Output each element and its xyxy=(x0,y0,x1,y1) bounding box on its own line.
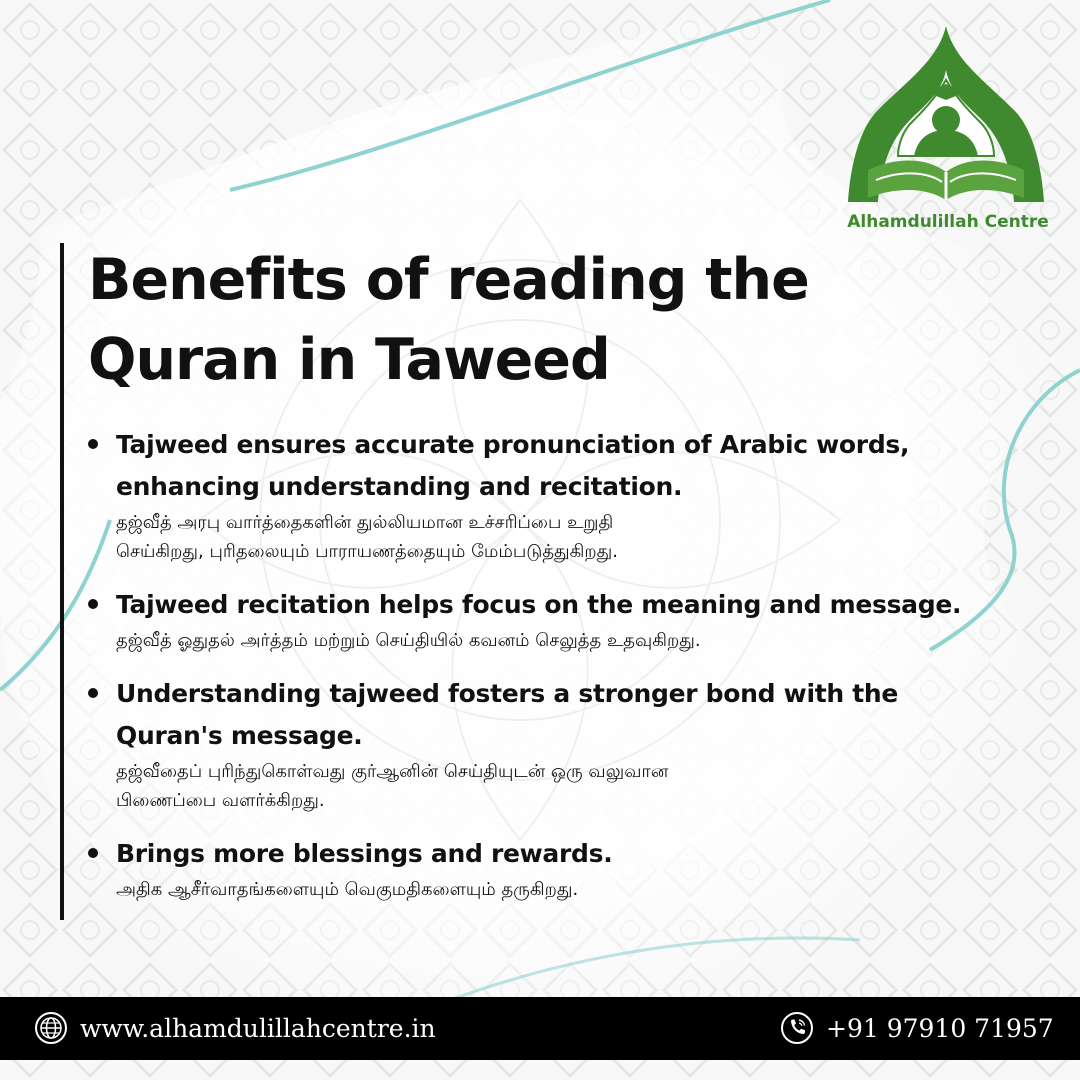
list-item xyxy=(88,584,1048,655)
benefit-tamil-line: செய்கிறது, புரிதலையும் பாராயணத்தையும் மேம்படுத்துகிறது. xyxy=(116,541,618,562)
title-line-1: Benefits of reading the xyxy=(88,247,809,313)
phone-text: +91 97910 71957 xyxy=(826,1013,1054,1043)
website-text: www.alhamdulillahcentre.in xyxy=(80,1013,436,1043)
list-item xyxy=(88,424,1048,566)
phone-icon xyxy=(780,1011,814,1045)
benefit-english-line: Tajweed recitation helps focus on the meaning and message. xyxy=(116,590,962,619)
logo-text: Alhamdulillah Centre xyxy=(847,212,1049,232)
benefit-english-line: Quran's message. xyxy=(116,721,363,750)
logo xyxy=(838,20,1058,240)
page-title xyxy=(88,240,868,400)
globe-icon xyxy=(34,1011,68,1045)
bullet-dot-icon xyxy=(88,848,98,858)
benefit-tamil-line: பிணைப்பை வளர்க்கிறது. xyxy=(116,790,325,811)
footer-bar xyxy=(0,997,1080,1060)
benefit-english-line: Brings more blessings and rewards. xyxy=(116,839,613,868)
title-line-2: Quran in Taweed xyxy=(88,327,610,393)
benefit-english-line: Understanding tajweed fosters a stronger bond with the xyxy=(116,679,899,708)
bullet-dot-icon xyxy=(88,599,98,609)
benefit-english-line: enhancing understanding and recitation. xyxy=(116,472,683,501)
logo-mark xyxy=(838,20,1058,210)
benefit-tamil-line: தஜ்வீத் ஓதுதல் அர்த்தம் மற்றும் செய்தியில் கவனம் செலுத்த உதவுகிறது. xyxy=(116,630,701,651)
benefit-tamil-line: அதிக ஆசீர்வாதங்களையும் வெகுமதிகளையும் தருகிறது. xyxy=(116,879,579,900)
side-divider xyxy=(60,243,64,920)
benefit-tamil-line: தஜ்வீத் அரபு வார்த்தைகளின் துல்லியமான உச்சரிப்பை உறுதி xyxy=(116,512,614,533)
list-item xyxy=(88,833,1048,904)
bullet-dot-icon xyxy=(88,439,98,449)
bullet-dot-icon xyxy=(88,688,98,698)
website-link[interactable] xyxy=(34,1011,436,1045)
phone-link[interactable] xyxy=(780,1011,1054,1045)
benefits-list xyxy=(88,424,1048,904)
benefit-english-line: Tajweed ensures accurate pronunciation of Arabic words, xyxy=(116,430,910,459)
benefit-tamil-line: தஜ்வீதைப் புரிந்துகொள்வது குர்ஆனின் செய்தியுடன் ஒரு வலுவான xyxy=(116,761,669,782)
list-item xyxy=(88,673,1048,815)
